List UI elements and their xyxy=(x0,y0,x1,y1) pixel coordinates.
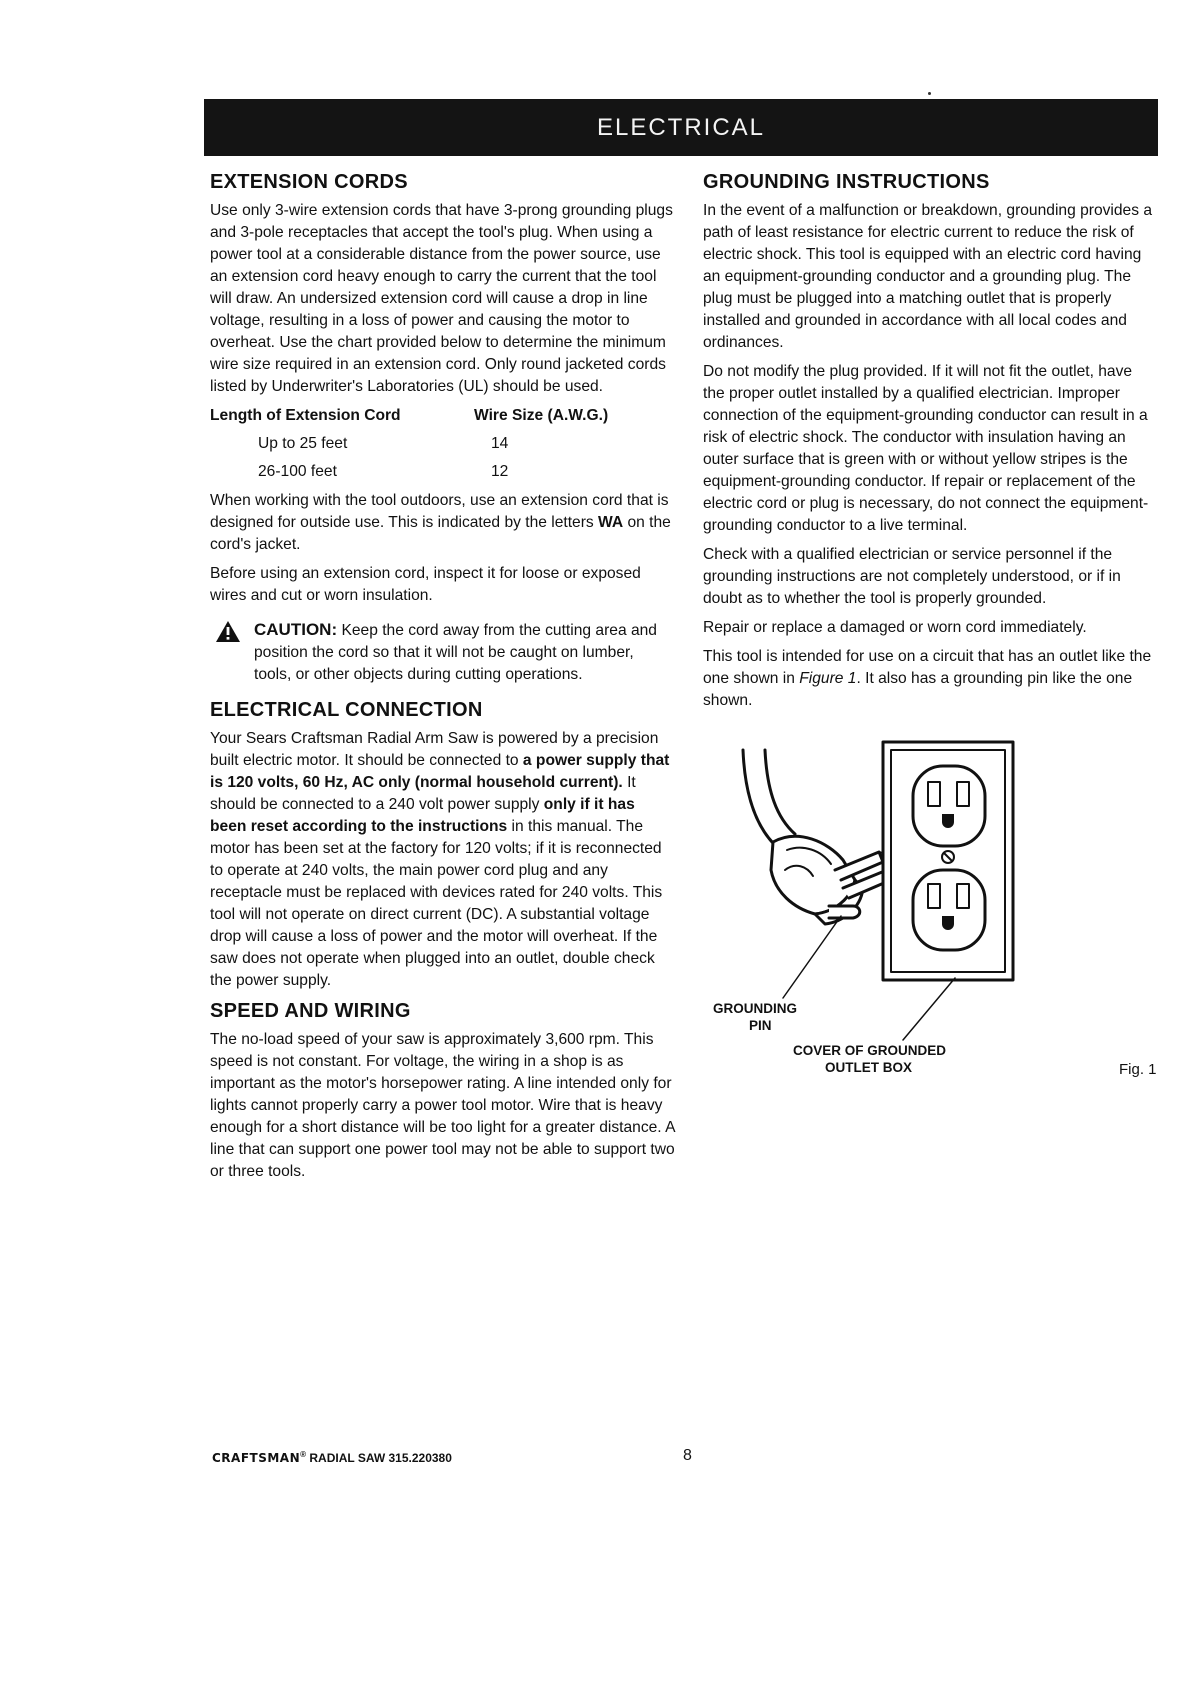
receptacle-bottom xyxy=(913,870,985,950)
speed-wiring-paragraph: The no-load speed of your saw is approximately 3,600 rpm. This speed is not constant. For voltage, the wiring in a shop is as important as the motor's horsepower rating. A line intended only for lights cannot properly carry a power tool motor. Wire that is heavy enough for a short distance will be too light for a greater distance. A line that can support one power tool may not be able to support two or three tools. xyxy=(210,1031,675,1180)
craftsman-logo: CRAFTSMAN xyxy=(212,1451,301,1465)
page-number: 8 xyxy=(683,1447,692,1464)
caution-text: Keep the cord away from the cutting area and position the cord so that it will not be caught on lumber, tools, or other objects during cutting operations. xyxy=(254,622,657,683)
table-header-wire-size: Wire Size (A.W.G.) xyxy=(474,407,609,424)
figure-1 xyxy=(703,730,1158,1090)
ground-slot-top xyxy=(942,814,954,828)
grounding-paragraph-3: Check with a qualified electrician or service personnel if the grounding instructions are not completely understood, or if in doubt as to whether the tool is properly grounded. xyxy=(703,546,1121,607)
cover-label-2: OUTLET BOX xyxy=(825,1060,912,1075)
outdoor-use-paragraph: When working with the tool outdoors, use an extension cord that is designed for outside use. This is indicated by the letters WA on the cord's jacket. xyxy=(210,492,671,553)
wire-size-table xyxy=(210,405,675,483)
receptacle-top xyxy=(913,766,985,846)
grounding-paragraph-2: Do not modify the plug provided. If it will not fit the outlet, have the proper outlet installed by a qualified electrician. Improper connection of the equipment-grounding conductor can result in a risk of electric shock. The conductor with insulation having an outer surface that is green with or without yellow stripes is the equipment-grounding conductor. If repair or replacement of the electric cord or plug is necessary, do not connect the equipment-grounding conductor to a live terminal. xyxy=(703,363,1149,534)
footer-model xyxy=(212,1450,452,1465)
extension-cords-heading: EXTENSION CORDS xyxy=(210,171,408,193)
electrical-connection-paragraph: Your Sears Craftsman Radial Arm Saw is powered by a precision built electric motor. It should be connected to a power supply that is 120 volts, 60 Hz, AC only (normal household current). It should be connected to a 240 volt power supply only if it has been reset according to the instructions in this manual. The motor has been set at the factory for 120 volts; if it is reconnected to operate at 240 volts, the main power cord plug and any receptacle must be replaced with devices rated for 240 volts. This tool will not operate on direct current (DC). A substantial voltage drop will cause a loss of power and the motor will overheat. If the saw does not operate when plugged into an outlet, double check the power supply. xyxy=(210,730,670,989)
speed-wiring-heading: SPEED AND WIRING xyxy=(210,1000,411,1022)
grounding-pin xyxy=(829,906,860,918)
model-number: RADIAL SAW 315.220380 xyxy=(306,1451,452,1465)
table-cell-length: Up to 25 feet xyxy=(258,435,348,452)
warning-triangle-icon xyxy=(216,621,240,642)
trademark-mark: ® xyxy=(300,1450,307,1459)
right-column xyxy=(703,170,1158,1090)
table-cell-length: 26-100 feet xyxy=(258,463,337,480)
table-header-length: Length of Extension Cord xyxy=(210,407,401,424)
ground-slot-bottom xyxy=(942,916,954,930)
table-header-row xyxy=(210,405,675,427)
grounding-heading: GROUNDING INSTRUCTIONS xyxy=(703,171,990,193)
table-row xyxy=(210,461,675,483)
grounding-paragraph-1: In the event of a malfunction or breakdown, grounding provides a path of least resistance for electric current to reduce the risk of electric shock. This tool is equipped with an electric cord having an equipment-grounding conductor and a grounding plug. The plug must be plugged into a matching outlet that is properly installed and grounded in accordance with all local codes and ordinances. xyxy=(703,202,1153,351)
table-row xyxy=(210,433,675,455)
table-cell-wire-size: 14 xyxy=(491,435,509,452)
electrical-connection-heading: ELECTRICAL CONNECTION xyxy=(210,699,483,721)
caution-label: CAUTION: xyxy=(254,620,338,639)
stray-dot xyxy=(928,92,931,95)
table-cell-wire-size: 12 xyxy=(491,463,509,480)
section-banner: ELECTRICAL xyxy=(204,99,1158,156)
figure-number: Fig. 1 xyxy=(1119,1061,1157,1078)
grounding-paragraph-5: This tool is intended for use on a circuit that has an outlet like the one shown in Figure 1. It also has a grounding pin like the one shown. xyxy=(703,648,1152,709)
grounding-pin-label-1: GROUNDING xyxy=(713,1001,797,1016)
grounding-pin-label-2: PIN xyxy=(749,1018,772,1033)
inspect-cord-paragraph: Before using an extension cord, inspect it for loose or exposed wires and cut or worn insulation. xyxy=(210,565,641,604)
cover-label-1: COVER OF GROUNDED xyxy=(793,1043,947,1058)
caution-notice xyxy=(210,619,675,686)
left-column xyxy=(210,170,675,1190)
grounding-paragraph-4: Repair or replace a damaged or worn cord immediately. xyxy=(703,619,1087,636)
extension-cords-paragraph: Use only 3-wire extension cords that have 3-prong grounding plugs and 3-pole receptacles that accept the tool's plug. When using a power tool at a considerable distance from the power source, use an extension cord heavy enough to carry the current that the tool will draw. An undersized extension cord will cause a drop in line voltage, resulting in a loss of power and causing the motor to overheat. Use the chart provided below to determine the minimum wire size required in an extension cord. Only round jacketed cords listed by Underwriter's Laboratories (UL) should be used. xyxy=(210,202,673,395)
